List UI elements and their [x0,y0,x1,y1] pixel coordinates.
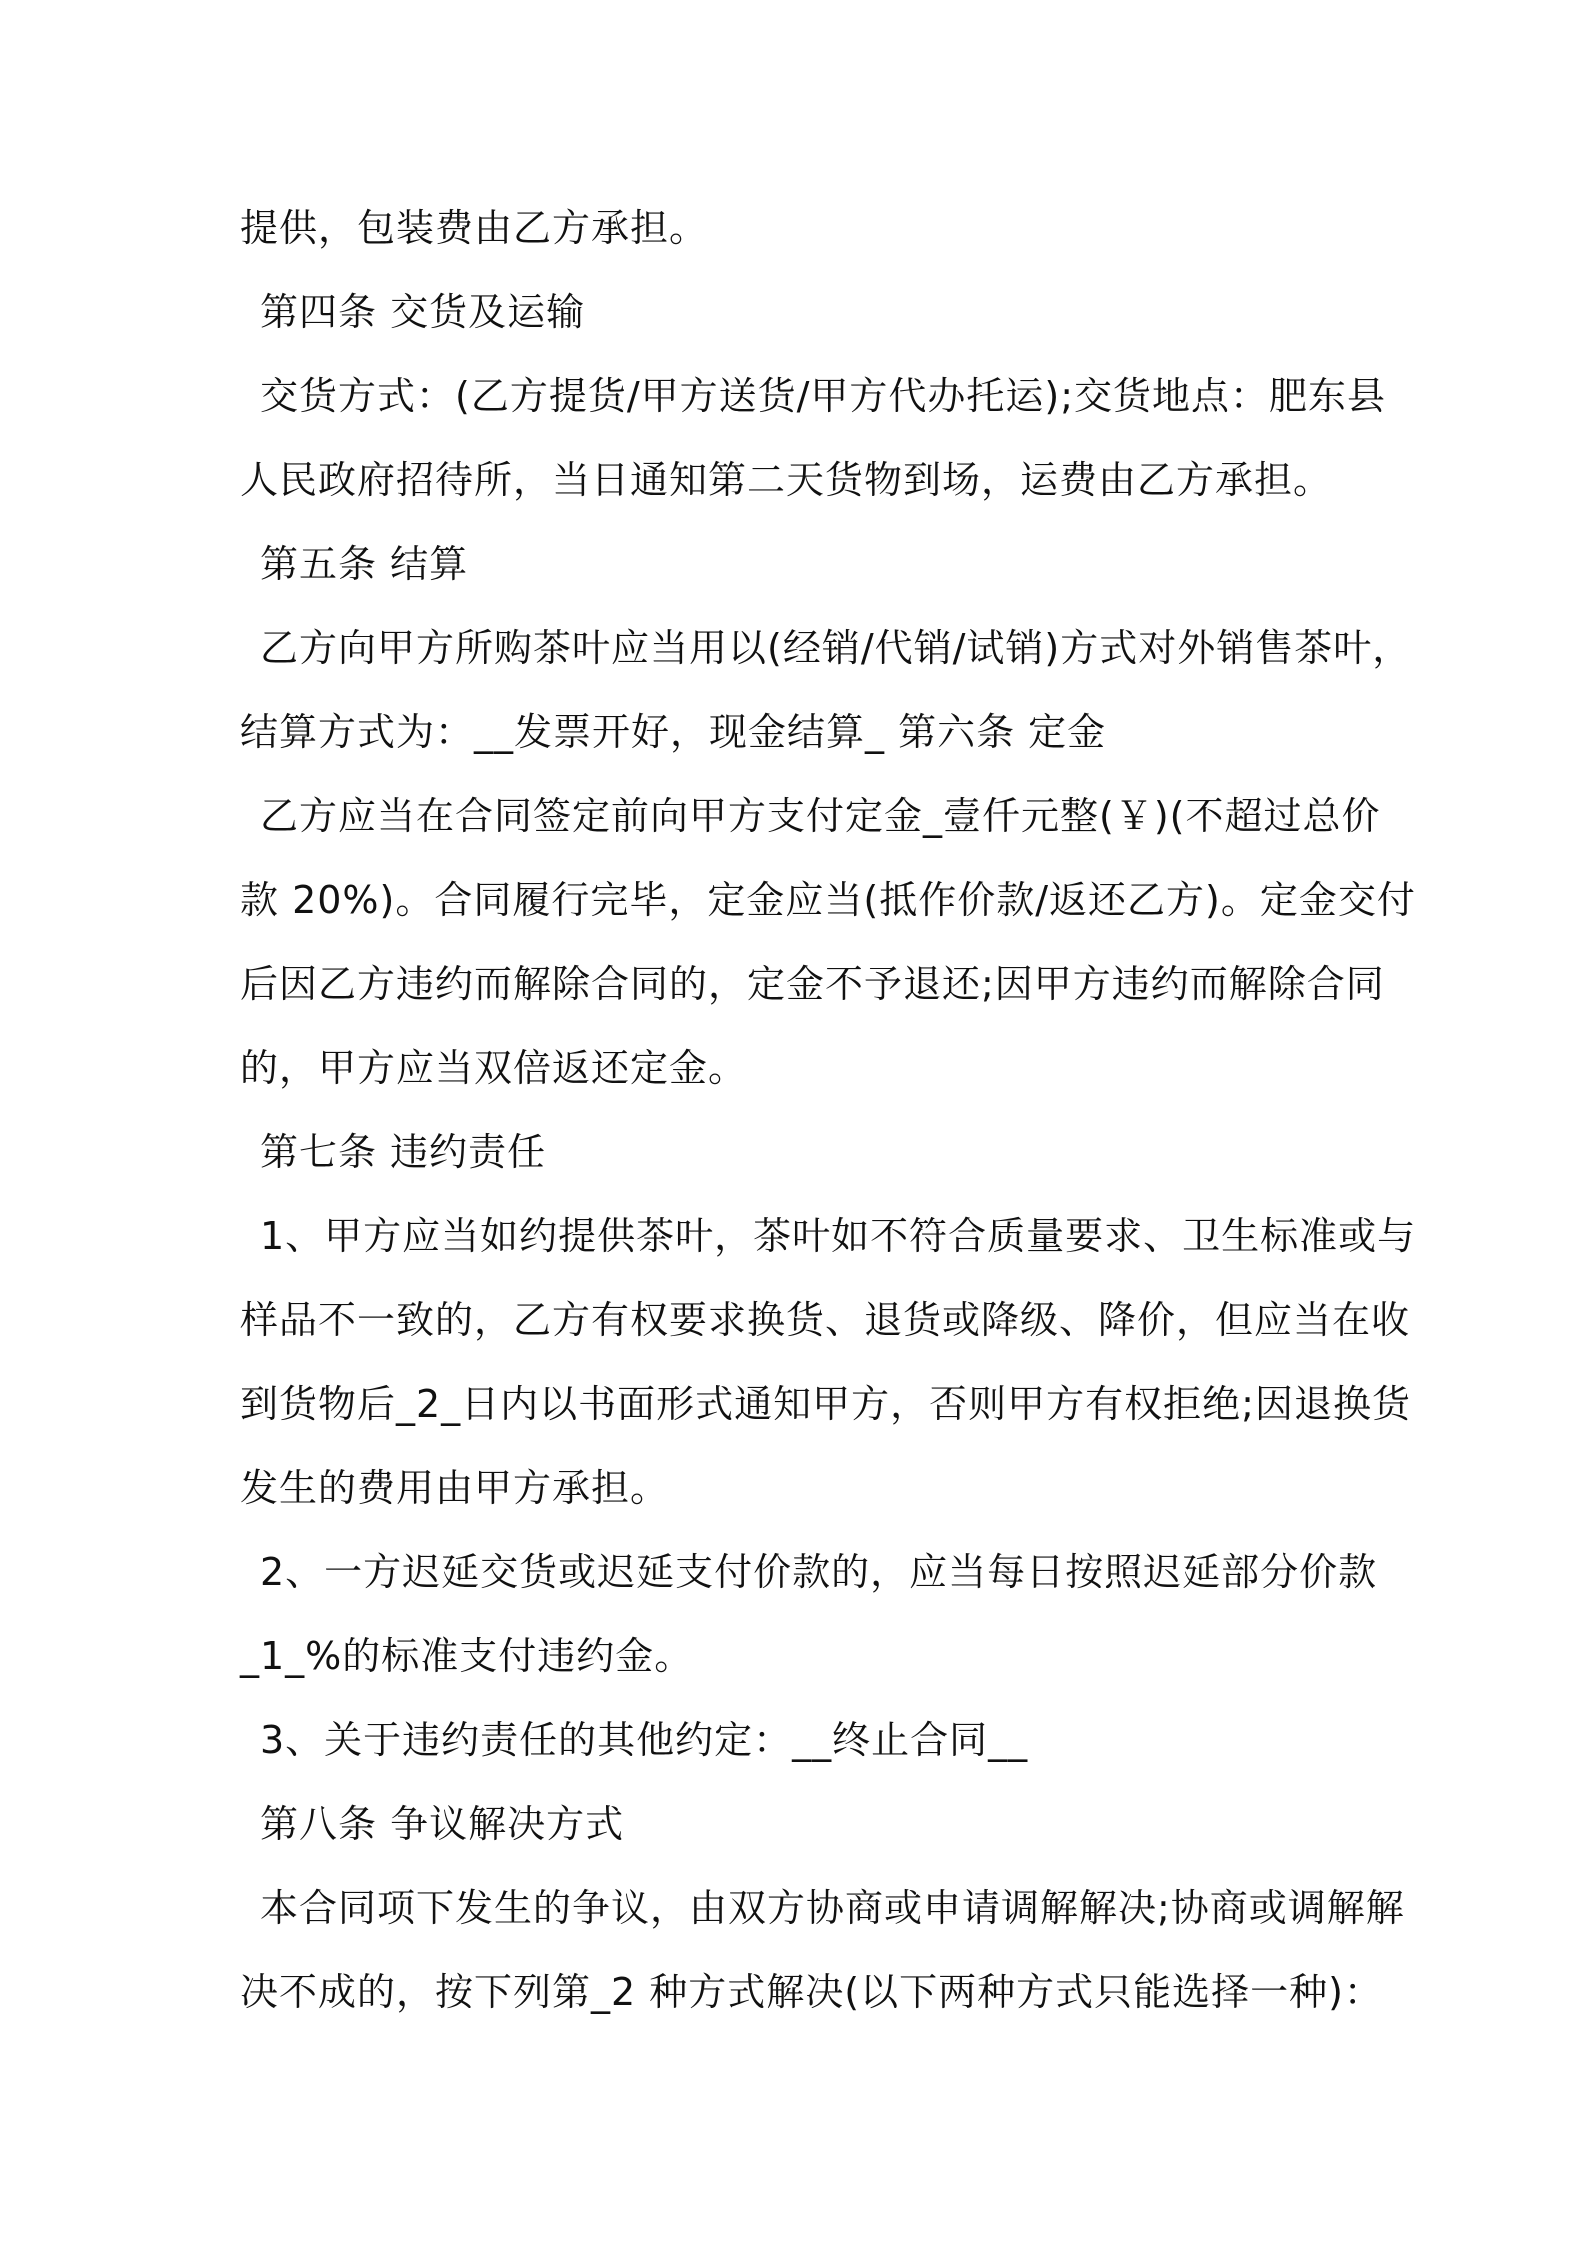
text-line: 提供，包装费由乙方承担。 [240,206,709,250]
text-line: 乙方向甲方所购茶叶应当用以(经销/代销/试销)方式对外销售茶叶， [260,626,1412,670]
section-heading: 第四条 交货及运输 [260,290,586,334]
section-heading: 第八条 争议解决方式 [260,1802,625,1846]
text-line: 乙方应当在合同签定前向甲方支付定金_壹仟元整(￥)(不超过总价 [260,794,1381,838]
text-line: 人民政府招待所，当日通知第二天货物到场，运费由乙方承担。 [240,458,1333,502]
text-line: 的，甲方应当双倍返还定金。 [240,1046,748,1090]
text-line: 结算方式为：__发票开好，现金结算_ 第六条 定金 [240,710,1107,754]
text-line: 2、一方迟延交货或迟延支付价款的，应当每日按照迟延部分价款 [260,1550,1378,1594]
section-heading: 第七条 违约责任 [260,1130,547,1174]
text-line: 款 20%)。合同履行完毕，定金应当(抵作价款/返还乙方)。定金交付 [240,878,1416,922]
text-line: 到货物后_2_日内以书面形式通知甲方，否则甲方有权拒绝;因退换货 [240,1382,1411,1426]
text-line: 1、甲方应当如约提供茶叶，茶叶如不符合质量要求、卫生标准或与 [260,1214,1417,1258]
text-line: 发生的费用由甲方承担。 [240,1466,670,1510]
text-line: 交货方式：(乙方提货/甲方送货/甲方代办托运);交货地点：肥东县 [260,374,1387,418]
text-line: _1_%的标准支付违约金。 [240,1634,694,1678]
text-line: 决不成的，按下列第_2 种方式解决(以下两种方式只能选择一种)： [240,1970,1383,2014]
text-line: 3、关于违约责任的其他约定：__终止合同__ [260,1718,1029,1762]
text-line: 样品不一致的，乙方有权要求换货、退货或降级、降价，但应当在收 [240,1298,1411,1342]
section-heading: 第五条 结算 [260,542,469,586]
text-line: 后因乙方违约而解除合同的，定金不予退还;因甲方违约而解除合同 [240,962,1385,1006]
text-line: 本合同项下发生的争议，由双方协商或申请调解解决;协商或调解解 [260,1886,1405,1930]
